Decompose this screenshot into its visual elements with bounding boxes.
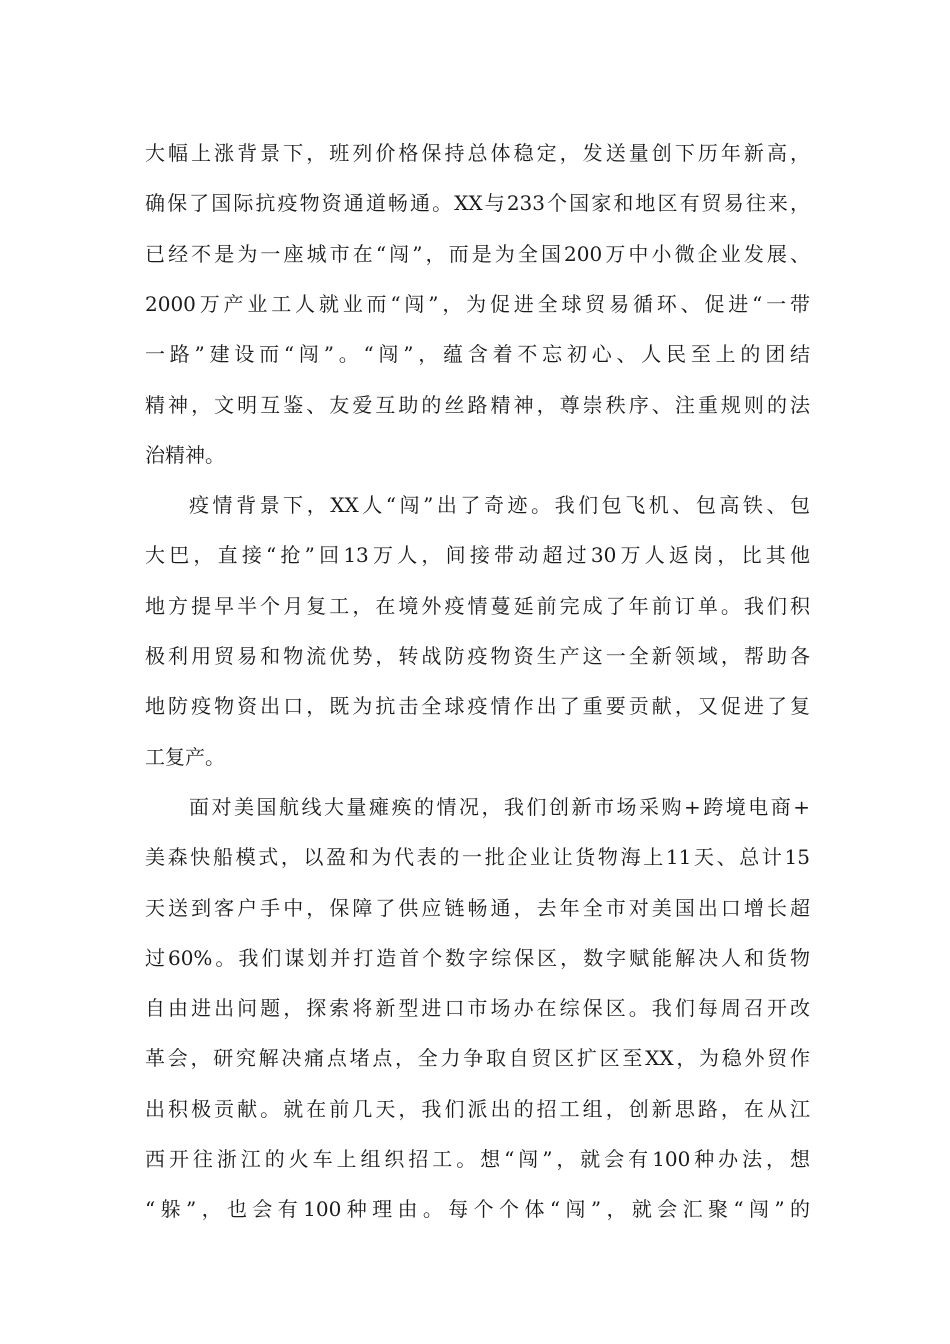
text-line: 革会，研究解决痛点堵点，全力争取自贸区扩区至XX，为稳外贸作 xyxy=(145,1046,810,1071)
text-line: 地防疫物资出口，既为抗击全球疫情作出了重要贡献，又促进了复 xyxy=(145,694,810,719)
text-line: 面对美国航线大量瘫痪的情况，我们创新市场采购+跨境电商+ xyxy=(189,794,810,819)
text-line: 大幅上涨背景下，班列价格保持总体稳定，发送量创下历年新高， xyxy=(145,141,810,165)
text-line: 天送到客户手中，保障了供应链畅通，去年全市对美国出口增长超 xyxy=(145,895,810,920)
text-line: 地方提早半个月复工，在境外疫情蔓延前完成了年前订单。我们积 xyxy=(145,593,810,618)
text-line: 2000万产业工人就业而“闯”，为促进全球贸易循环、促进“一带 xyxy=(145,291,810,316)
text-line: 确保了国际抗疫物资通道畅通。XX与233个国家和地区有贸易往来， xyxy=(145,191,810,216)
text-line: 大巴，直接“抢”回13万人，间接带动超过30万人返岗，比其他 xyxy=(145,543,810,568)
text-line: 过60%。我们谋划并打造首个数字综保区，数字赋能解决人和货物 xyxy=(145,945,810,970)
text-line: 精神，文明互鉴、友爱互助的丝路精神，尊崇秩序、注重规则的法 xyxy=(145,392,810,417)
text-line: “躲”，也会有100种理由。每个个体“闯”，就会汇聚“闯”的 xyxy=(145,1197,810,1222)
text-line: 极利用贸易和物流优势，转战防疫物资生产这一全新领域，帮助各 xyxy=(145,644,810,668)
text-line: 疫情背景下，XX人“闯”出了奇迹。我们包飞机、包高铁、包 xyxy=(189,493,810,518)
text-line: 治精神。 xyxy=(145,442,225,467)
text-line: 已经不是为一座城市在“闯”，而是为全国200万中小微企业发展、 xyxy=(145,241,810,266)
text-line: 工复产。 xyxy=(145,744,225,769)
text-line: 自由进出问题，探索将新型进口市场办在综保区。我们每周召开改 xyxy=(145,996,810,1021)
text-line: 西开往浙江的火车上组织招工。想“闯”，就会有100种办法，想 xyxy=(145,1147,810,1171)
text-line: 出积极贡献。就在前几天，我们派出的招工组，创新思路，在从江 xyxy=(145,1096,810,1121)
text-line: 一路”建设而“闯”。“闯”，蕴含着不忘初心、人民至上的团结 xyxy=(145,342,810,367)
text-line: 美森快船模式，以盈和为代表的一批企业让货物海上11天、总计15 xyxy=(145,845,810,870)
